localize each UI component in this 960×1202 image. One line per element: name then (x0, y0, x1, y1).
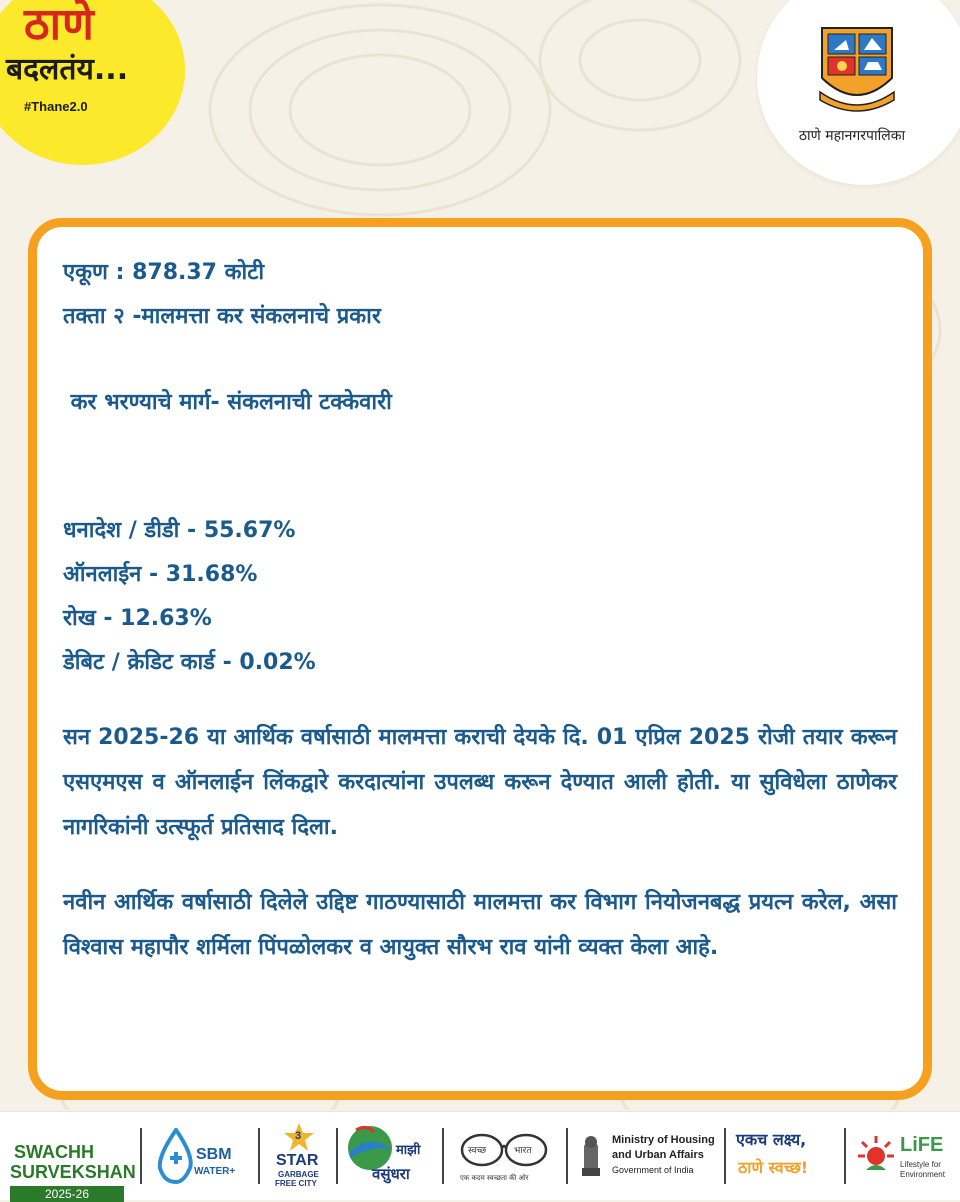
swachh-bharat-right: भारत (514, 1146, 532, 1156)
sun-leaf-icon (856, 1134, 896, 1174)
life-sub2: Environment (900, 1170, 945, 1179)
ministry-line3: Government of India (612, 1165, 694, 1175)
paragraph-billing: सन 2025-26 या आर्थिक वर्षासाठी मालमत्ता कराची देयके दि. 01 एप्रिल 2025 रोजी तयार करून एसएमएस व ऑनलाईन लिंकद्वारे करदात्यांना उपलब्ध करून देण्यात आली होती. या सुविधेला ठाणेकर नागरिकांनी उत्स्फूर्त प्रतिसाद दिला. (63, 725, 897, 840)
swachh-bharat-tagline: एक कदम स्वच्छता की ओर (460, 1174, 529, 1182)
water-drop-icon (156, 1128, 196, 1184)
footer-divider (724, 1128, 726, 1184)
footer-divider (258, 1128, 260, 1184)
sbm-water-logo (152, 1122, 248, 1190)
star-sub-freecity: FREE CITY (275, 1179, 317, 1188)
footer-divider (442, 1128, 444, 1184)
footer-logo-strip (0, 1111, 960, 1200)
life-logo (852, 1122, 956, 1190)
ministry-line1: Ministry of Housing (612, 1134, 715, 1146)
total-amount: एकूण : 878.37 कोटी (63, 260, 265, 285)
swachh-bharat-logo (450, 1122, 560, 1190)
survekshan-label: SURVEKSHAN (10, 1162, 136, 1182)
badge-title-line2: बदलतंय... (6, 52, 129, 87)
sbm-label: SBM (196, 1146, 232, 1163)
footer-divider (566, 1128, 568, 1184)
star-sub-garbage: GARBAGE (278, 1170, 319, 1179)
footer-divider (844, 1128, 846, 1184)
ekach-line2: ठाणे स्वच्छ! (738, 1158, 809, 1177)
mode-item: रोख - 12.63% (63, 606, 212, 631)
mode-item: धनादेश / डीडी - 55.67% (63, 518, 296, 543)
national-emblem-icon (576, 1128, 606, 1180)
mohua-logo (574, 1122, 722, 1190)
majhi-label: माझी (396, 1143, 421, 1158)
swachh-bharat-left: स्वच्छ (468, 1146, 487, 1156)
star-number: 3 (295, 1130, 302, 1142)
thane-municipal-emblem-icon (812, 22, 902, 114)
majhi-vasundhara-logo (342, 1122, 438, 1190)
content-card (28, 218, 932, 1100)
footer-divider (140, 1128, 142, 1184)
star-garbage-free-logo (266, 1122, 332, 1190)
swachh-survekshan-logo (0, 1122, 136, 1201)
subheading: कर भरण्याचे मार्ग- संकलनाची टक्केवारी (63, 390, 392, 415)
badge-title-line1: ठाणे (24, 0, 95, 50)
life-label: LiFE (900, 1134, 944, 1156)
survekshan-year: 2025-26 (10, 1186, 124, 1202)
mode-item: ऑनलाईन - 31.68% (63, 562, 258, 587)
swachh-label: SWACHH (14, 1142, 94, 1162)
sbm-sub: WATER+ (194, 1166, 236, 1177)
paragraph-target: नवीन आर्थिक वर्षासाठी दिलेले उद्दिष्ट गाठण्यासाठी मालमत्ता कर विभाग नियोजनबद्ध प्रयत्न करेल, असा विश्वास महापौर शर्मिला पिंपळोलकर व आयुक्त सौरभ राव यांनी व्यक्त केला आहे. (63, 890, 897, 960)
footer-divider (336, 1128, 338, 1184)
badge-hashtag: #Thane2.0 (24, 99, 88, 114)
ministry-line2: and Urban Affairs (612, 1149, 704, 1161)
vasundhara-label: वसुंधरा (372, 1165, 410, 1183)
star-label: STAR (276, 1152, 319, 1169)
corporation-name: ठाणे महानगरपालिका (798, 128, 906, 144)
life-sub1: Lifestyle for (900, 1160, 941, 1169)
ekach-lakshya-logo (730, 1122, 840, 1190)
ekach-line1: एकच लक्ष्य, (736, 1130, 807, 1149)
mode-item: डेबिट / क्रेडिट कार्ड - 0.02% (63, 650, 316, 675)
table-title: तक्ता २ -मालमत्ता कर संकलनाचे प्रकार (63, 304, 381, 329)
